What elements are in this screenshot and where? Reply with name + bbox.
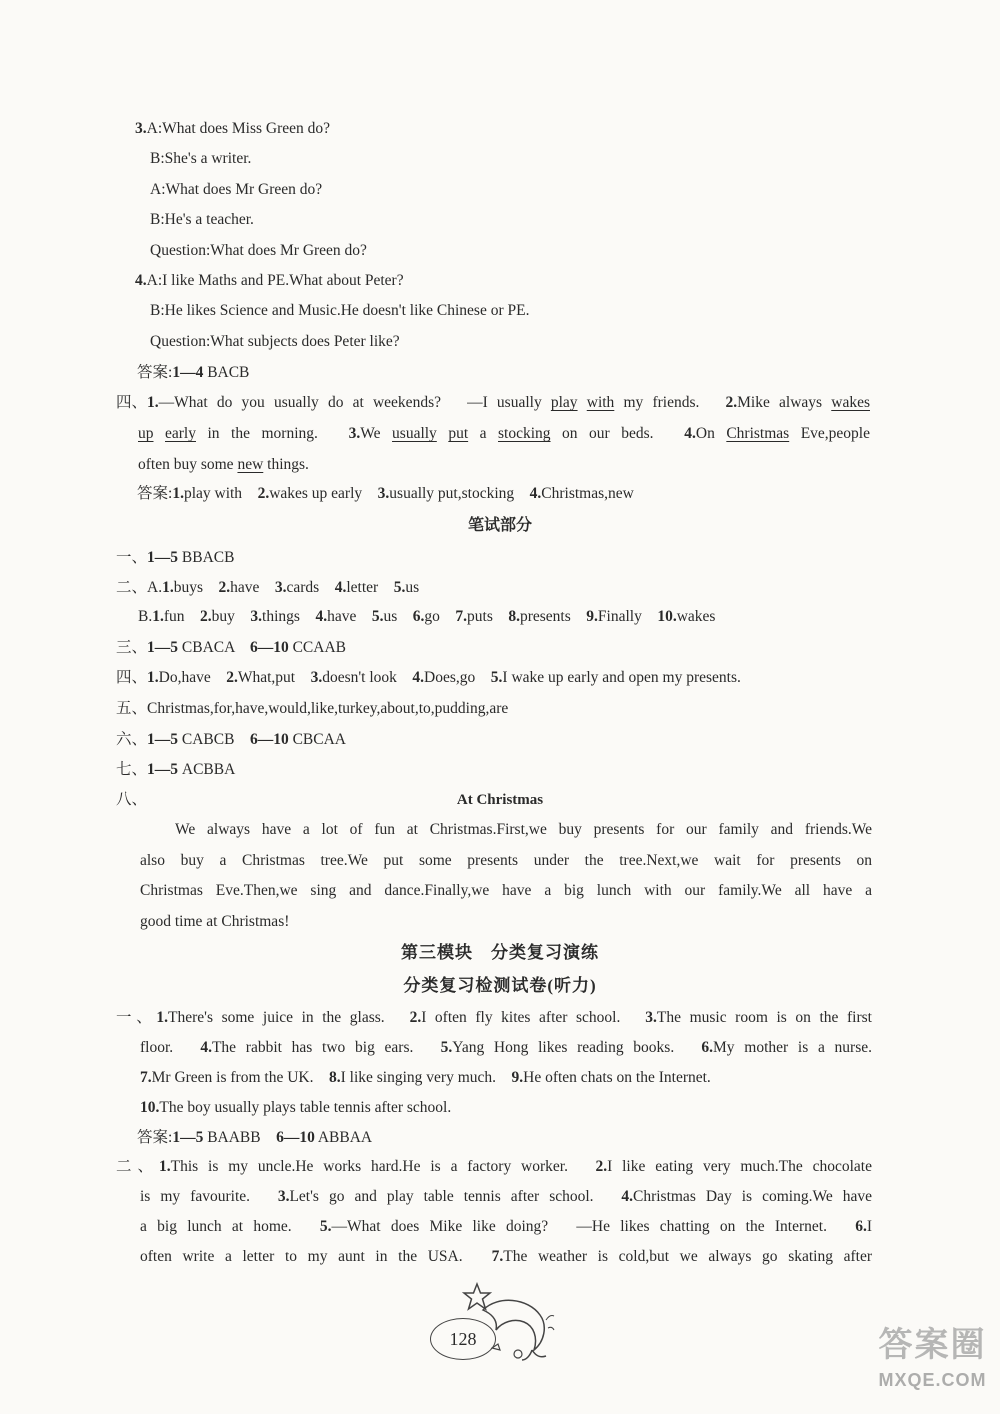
item-number: 1. [156, 1009, 169, 1026]
text-run: wakes up early [269, 485, 378, 502]
item-number: 4. [200, 1039, 212, 1056]
text-run: a big lunch at home. [140, 1218, 320, 1235]
text-run: 三、 [116, 639, 148, 656]
text-run: things. [263, 456, 309, 473]
text-run: We [360, 425, 393, 442]
text-run: BBACB [178, 549, 235, 566]
item-number: 5. [319, 1218, 332, 1235]
item-number: 1. [162, 579, 174, 596]
written-s8-label: 八、 [116, 791, 148, 808]
written-s2b [138, 607, 715, 627]
item-number: 3. [250, 608, 263, 625]
text-run: The rabbit has two big ears. [211, 1039, 441, 1056]
q3-a2: A:What does Mr Green do? [150, 181, 323, 198]
written-s1 [116, 548, 234, 568]
text-run: —What does Mike like doing? —He likes chatting on the Internet. [331, 1218, 856, 1235]
text-run: my friends. [614, 394, 726, 411]
section-four-line-2 [138, 424, 870, 444]
text-run: 六、 [116, 731, 148, 748]
underlined-answer: stocking [498, 425, 551, 442]
item-number: 1. [172, 485, 184, 502]
text-run: ABBAA [314, 1129, 373, 1146]
watermark-logo: 答案圈 MXQE.COM [878, 1326, 987, 1390]
item-number: 6. [701, 1039, 714, 1056]
module3-title: 第三模块 分类复习演练 [401, 943, 599, 962]
text-run: 一、 [116, 1009, 157, 1026]
written-s3 [116, 638, 346, 658]
text-run: ACBBA [178, 761, 236, 778]
text-run: I like eating very much.The chocolate [607, 1158, 872, 1175]
text-run: us [383, 608, 413, 625]
section-four-answer [137, 484, 634, 504]
written-heading: 笔试部分 [467, 517, 532, 534]
text-run: often buy some [138, 456, 238, 473]
text-run: Does,go [424, 669, 491, 686]
text-run: The boy usually plays table tennis after school. [159, 1099, 452, 1116]
item-number: 3. [377, 485, 390, 502]
text-run: letter [346, 579, 394, 596]
text-run: He often chats on the Internet. [523, 1069, 711, 1086]
item-number: 1. [147, 669, 159, 686]
module3-s1-line-4 [140, 1098, 451, 1118]
dolphin-icon [478, 1290, 558, 1365]
underlined-answer: new [237, 456, 264, 473]
text-run: Yang Hong likes reading books. [452, 1039, 702, 1056]
item-number: 2. [218, 579, 231, 596]
text-run: Eve,people [789, 425, 870, 442]
item-number: 4. [684, 425, 696, 442]
text-run: 二、 [116, 1158, 159, 1175]
text-run: 答案: [137, 485, 173, 502]
item-number: 4. [334, 579, 347, 596]
item-number: 2. [595, 1158, 608, 1175]
essay-line-3: Christmas Eve.Then,we sing and dance.Finally,we have a big lunch with our family.We all have a [140, 882, 872, 899]
module3-s2-line-3 [140, 1217, 872, 1237]
item-number: 1—5 [172, 1129, 204, 1146]
item-number: 9. [586, 608, 598, 625]
text-run: CBCAA [288, 731, 346, 748]
text-run: usually put,stocking [389, 485, 530, 502]
item-number: 4. [529, 485, 542, 502]
item-number: 1—5 [147, 549, 179, 566]
item-number: 3. [645, 1009, 657, 1026]
text-run: Mike always [737, 394, 832, 411]
text-run: The weather is cold,but we always go skating after [503, 1248, 872, 1265]
item-number: 5. [490, 669, 503, 686]
item-number: 8. [328, 1069, 341, 1086]
text-run: 一、 [116, 549, 148, 566]
underlined-answer: with [586, 394, 615, 411]
text-run: in the morning. [195, 425, 349, 442]
written-s6 [116, 730, 346, 750]
text-run: CABCB [178, 731, 250, 748]
text-run: on our beds. [550, 425, 685, 442]
q4-b1: B:He likes Science and Music.He doesn't like Chinese or PE. [150, 302, 530, 319]
text-run: My mother is a nurse. [713, 1039, 872, 1056]
text-run: I wake up early and open my presents. [502, 669, 741, 686]
text-run: Christmas,new [541, 485, 634, 502]
underlined-answer: up [138, 425, 154, 442]
written-s2a [116, 578, 419, 598]
item-number: 6. [412, 608, 425, 625]
item-number: 1—5 [147, 761, 179, 778]
text-run: doesn't look [322, 669, 413, 686]
text-run: have [327, 608, 372, 625]
text-run: Christmas Day is coming.We have [632, 1188, 873, 1205]
section-four-line-1: 四、 1.—What do you usually do at weekends? —I usually play with my friends. 2.Mike always wakes [116, 394, 870, 411]
text-run: CCAAB [288, 639, 346, 656]
item-number: 10. [140, 1099, 160, 1116]
item-number: 5. [440, 1039, 453, 1056]
text-run: a [468, 425, 499, 442]
item-number: 9. [511, 1069, 524, 1086]
item-number: 7. [455, 608, 468, 625]
written-s7 [116, 760, 235, 780]
item-number: 5. [371, 608, 384, 625]
item-number: 4. [621, 1188, 633, 1205]
text-run [578, 394, 587, 411]
item-number: 3. [277, 1188, 290, 1205]
essay-line-2: also buy a Christmas tree.We put some presents under the tree.Next,we wait for presents on [140, 852, 872, 869]
module3-s2-line-4 [140, 1247, 872, 1267]
text-run: things [262, 608, 316, 625]
text-run: B. [138, 608, 153, 625]
essay-title: At Christmas [456, 792, 544, 808]
text-run: Let's go and play table tennis after school. [289, 1188, 622, 1205]
text-run: —What do you usually do at weekends? —I usually [158, 394, 551, 411]
item-number: 5. [393, 579, 406, 596]
text-run: puts [467, 608, 509, 625]
module3-s1-line-2 [140, 1038, 872, 1058]
item-number: 4. [412, 669, 425, 686]
underlined-answer: usually [392, 425, 437, 442]
item-number: 2. [257, 485, 270, 502]
item-number: 8. [508, 608, 520, 625]
text-run [154, 425, 166, 442]
item-number: 7. [140, 1069, 152, 1086]
text-run: On [695, 425, 727, 442]
text-run: I [866, 1218, 872, 1235]
underlined-answer: early [165, 425, 196, 442]
item-number: 2. [226, 669, 238, 686]
text-run: 七、 [116, 761, 148, 778]
section-four-line-3 [138, 455, 309, 475]
essay-line-1: We always have a lot of fun at Christmas.First,we buy presents for our family and friends.We [175, 821, 872, 838]
text-run: wakes [676, 608, 716, 625]
text-run: There's some juice in the glass. [168, 1009, 410, 1026]
underlined-answer: put [448, 425, 469, 442]
text-run: I often fly kites after school. [421, 1009, 646, 1026]
item-number: 1—5 [147, 639, 179, 656]
text-run: presents [519, 608, 587, 625]
part-a-answer: 答案:1—4 BACB [137, 364, 250, 381]
module3-s1-line-1 [116, 1008, 872, 1028]
text-run: often write a letter to my aunt in the USA. [140, 1248, 492, 1265]
text-run: Finally [597, 608, 658, 625]
item-number: 6—10 [249, 639, 289, 656]
text-run: This is my uncle.He works hard.He is a factory worker. [170, 1158, 596, 1175]
item-number: 10. [657, 608, 677, 625]
written-s5 [116, 699, 508, 719]
q3-b1: B:She's a writer. [150, 150, 252, 167]
text-run: 五、Christmas,for,have,would,like,turkey,about,to,pudding,are [116, 700, 509, 717]
q3-b2: B:He's a teacher. [150, 211, 254, 228]
underlined-answer: play [550, 394, 578, 411]
module3-s2-line-2 [140, 1187, 872, 1207]
text-run: go [424, 608, 456, 625]
text-run: 二、A. [116, 579, 163, 596]
text-run: floor. [140, 1039, 201, 1056]
item-number: 1. [147, 394, 159, 411]
item-number: 1—5 [147, 731, 179, 748]
written-s4 [116, 668, 741, 688]
text-run: 四、 [116, 669, 148, 686]
text-run: cards [286, 579, 335, 596]
text-run: have [230, 579, 275, 596]
text-run [437, 425, 449, 442]
text-run: The music room is on the first [656, 1009, 872, 1026]
module3-subtitle: 分类复习检测试卷(听力) [403, 976, 597, 995]
item-number: 4. [315, 608, 328, 625]
underlined-answer: Christmas [726, 425, 790, 442]
text-run: Do,have [158, 669, 227, 686]
item-number: 3. [310, 669, 323, 686]
text-run: 答案: [137, 1129, 173, 1146]
text-run: Mr Green is from the UK. [151, 1069, 329, 1086]
essay-line-4: good time at Christmas! [140, 913, 290, 930]
item-number: 6. [855, 1218, 867, 1235]
text-run: buys [173, 579, 219, 596]
item-number: 6—10 [276, 1129, 315, 1146]
text-run: CBACA [178, 639, 250, 656]
item-number: 1. [152, 608, 164, 625]
item-number: 3. [348, 425, 361, 442]
text-run: fun [163, 608, 201, 625]
text-run: play with [183, 485, 258, 502]
text-run: BAABB [203, 1129, 277, 1146]
item-number: 2. [200, 608, 212, 625]
text-run: I like singing very much. [340, 1069, 512, 1086]
page-number: 128 [430, 1318, 496, 1360]
item-number: 2. [725, 394, 738, 411]
module3-s1-line-3 [140, 1068, 711, 1088]
text-run: What,put [237, 669, 311, 686]
q3-a1: 3.A:What does Miss Green do? [135, 120, 330, 137]
q3-question: Question:What does Mr Green do? [150, 242, 367, 259]
item-number: 2. [409, 1009, 422, 1026]
item-number: 1. [158, 1158, 171, 1175]
q4-a1: 4.A:I like Maths and PE.What about Peter? [135, 272, 404, 289]
item-number: 3. [274, 579, 287, 596]
module3-s2-line-1 [116, 1157, 872, 1177]
q4-question: Question:What subjects does Peter like? [150, 333, 400, 350]
text-run: buy [211, 608, 251, 625]
module3-s1-answer [137, 1128, 372, 1148]
text-run: is my favourite. [140, 1188, 278, 1205]
underlined-answer: wakes [831, 394, 870, 411]
item-number: 7. [491, 1248, 504, 1265]
item-number: 6—10 [249, 731, 289, 748]
text-run: us [405, 579, 420, 596]
